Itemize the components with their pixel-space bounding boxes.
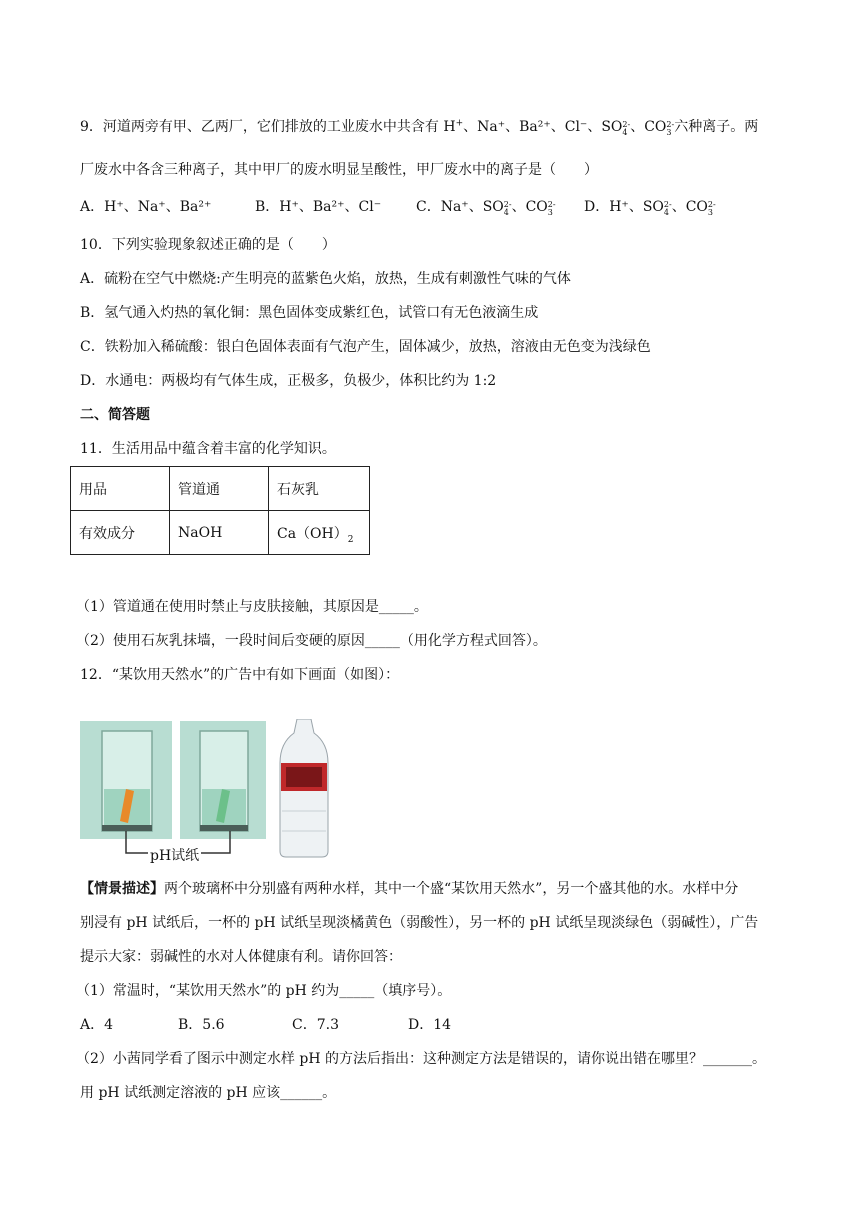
q9-line1-pre: 9．河道两旁有甲、乙两厂，它们排放的工业废水中共含有 H [80,119,456,135]
ph-paper-label: pH试纸 [148,845,201,865]
q12-scene-2: 别浸有 pH 试纸后，一杯的 pH 试纸呈现淡橘黄色（弱酸性），另一杯的 pH 试纸呈现淡绿色（弱碱性），广告 [80,915,759,931]
q9-option-d-pre: D．H⁺、SO [584,199,664,215]
q12-option-a[interactable]: A．4 [80,1017,114,1033]
q10-option-b[interactable]: B．氢气通入灼热的氧化铜：黑色固体变成紫红色，试管口有无色液滴生成 [80,305,539,321]
q12-part1: （1）常温时，“某饮用天然水”的 pH 约为_____（填序号）。 [76,983,452,999]
glass-cups-illustration [78,719,338,869]
q9-line1-ions: 、Na⁺、Ba²⁺、Cl⁻、SO [463,119,623,135]
q9-line1: 9．河道两旁有甲、乙两厂，它们排放的工业废水中共含有 H+、Na⁺、Ba²⁺、Cl⁻、SO2- 4 、CO2- 3 六种离子。两 [80,118,759,137]
table-cell: 石灰乳 [269,467,370,511]
q9-option-c[interactable] [416,197,556,217]
q11-stem: 11．生活用品中蕴含着丰富的化学知识。 [80,441,336,457]
q9-option-b[interactable]: B．H⁺、Ba²⁺、Cl⁻ [255,199,382,215]
q11-part1: （1）管道通在使用时禁止与皮肤接触，其原因是_____。 [76,599,428,615]
q10-option-a[interactable]: A．硫粉在空气中燃烧:产生明亮的蓝紫色火焰，放热，生成有刺激性气味的气体 [80,271,571,287]
co3-charge: 2- 3 [547,200,556,217]
q9-line1-post: 六种离子。两 [674,119,759,135]
table-cell: 用品 [71,467,170,511]
q11-part2: （2）使用石灰乳抹墙，一段时间后变硬的原因_____（用化学方程式回答）。 [76,633,547,649]
table-cell [269,511,370,555]
q12-stem: 12．“某饮用天然水”的广告中有如下画面（如图）： [80,667,400,683]
q12-option-d[interactable]: D．14 [408,1017,452,1033]
table-row [71,467,370,511]
scene-bold: 【情景描述】 [80,881,164,897]
q10-option-d[interactable]: D．水通电：两极均有气体生成，正极多，负极少，体积比约为 1:2 [80,373,497,389]
q9-line2: 厂废水中各含三种离子，其中甲厂的废水明显呈酸性，甲厂废水中的离子是（ ） [80,162,598,178]
q9-option-d[interactable] [584,197,716,217]
q12-scene-3: 提示大家：弱碱性的水对人体健康有利。请你回答： [80,949,402,965]
q9-option-d-mid: 、CO [671,199,708,215]
so4-charge: 2- 4 [663,200,672,217]
so4-charge: 2- 4 [503,200,512,217]
q10-stem: 10．下列实验现象叙述正确的是（ ） [80,237,336,253]
q9-option-c-pre: C．Na⁺、SO [416,199,504,215]
co3-charge: 2- 3 [707,200,716,217]
q9-option-c-mid: 、CO [511,199,548,215]
q12-scene [80,879,738,899]
q12-option-b[interactable]: B．5.6 [178,1017,225,1033]
subscript-2: 2 [347,534,354,545]
scene-text: 两个玻璃杯中分别盛有两种水样，其中一个盛“某饮用天然水”，另一个盛其他的水。水样中分 [164,881,739,897]
section-heading: 二、简答题 [80,407,150,423]
co3-charge: 2- 3 [666,120,675,137]
q9-option-a[interactable]: A．H⁺、Na⁺、Ba²⁺ [80,199,212,215]
caoh2-formula: Ca（OH） [277,525,348,542]
table-cell: NaOH [170,511,269,555]
table-cell: 有效成分 [71,511,170,555]
q12-part2: （2）小茜同学看了图示中测定水样 pH 的方法后指出：这种测定方法是错误的，请你说出错在哪里？_______。 [76,1051,766,1067]
q12-option-c[interactable]: C．7.3 [292,1017,339,1033]
q10-option-c[interactable]: C．铁粉加入稀硫酸：银白色固体表面有气泡产生，固体减少，放热，溶液由无色变为浅绿色 [80,339,651,355]
ph-figure [78,719,338,873]
so4-charge: 2- 4 [622,120,631,137]
table-cell: 管道通 [170,467,269,511]
q9-line1-co3: 、CO [630,119,667,135]
q11-table [70,466,370,555]
q12-part2-b: 用 pH 试纸测定溶液的 pH 应该______。 [80,1085,337,1101]
table-row [71,511,370,555]
